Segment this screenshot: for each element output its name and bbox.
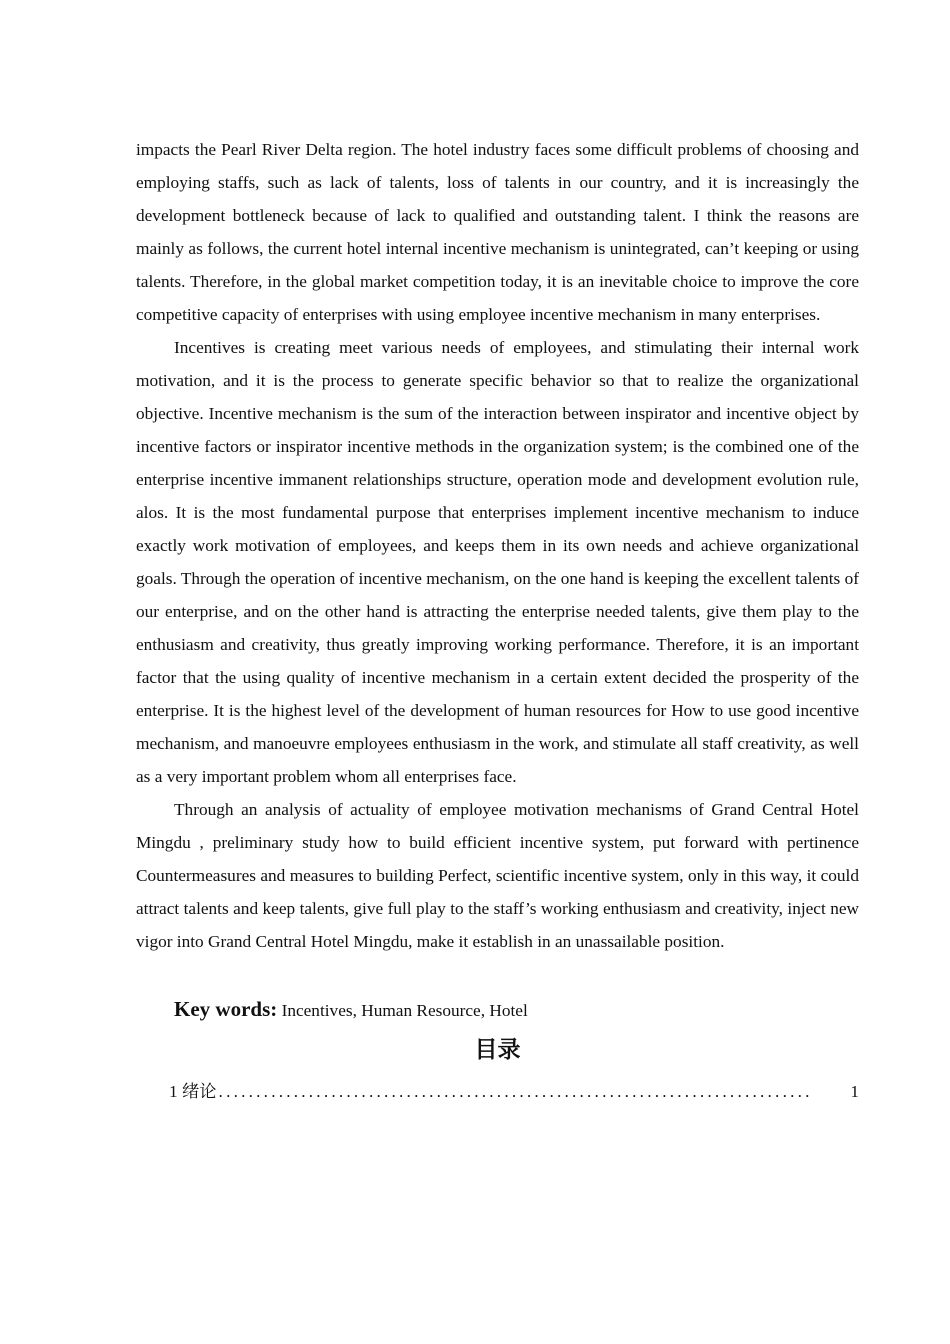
toc-entry-title: 绪论 bbox=[181, 1082, 217, 1102]
toc-entry-leader-dots: ............................................................................... bbox=[218, 1082, 813, 1101]
document-page bbox=[136, 133, 859, 1109]
keywords-line bbox=[136, 993, 859, 1027]
toc-entry-label bbox=[169, 1075, 217, 1109]
keywords-label: Key words: bbox=[174, 997, 278, 1021]
abstract-paragraph-2: Incentives is creating meet various needs of employees, and stimulating their internal work motivation, and it is the process to generate specific behavior so that to realize the organizational objective. Incentive mechanism is the sum of the interaction between inspirator and incentive object by incentive factors or inspirator incentive methods in the organization system; is the combined one of the enterprise incentive immanent relationships structure, operation mode and development evolution rule, alos. It is the most fundamental purpose that enterprises implement incentive mechanism to induce exactly work motivation of employees, and keeps them in its own needs and achieve organizational goals. Through the operation of incentive mechanism, on the one hand is keeping the excellent talents of our enterprise, and on the other hand is attracting the enterprise needed talents, give them play to the enthusiasm and creativity, thus greatly improving working performance. Therefore, it is an important factor that the using quality of incentive mechanism in a certain extent decided the prosperity of the enterprise. It is the highest level of the development of human resources for How to use good incentive mechanism, and manoeuvre employees enthusiasm in the work, and stimulate all staff creativity, as well as a very important problem whom all enterprises face. bbox=[136, 338, 859, 786]
abstract-paragraph-3: Through an analysis of actuality of employee motivation mechanisms of Grand Central Hotel Mingdu , preliminary study how to build efficient incentive system, put forward with pertinence Countermeasures and measures to building Perfect, scientific incentive system, only in this way, it could attract talents and keep talents, give full play to the staff’s working enthusiasm and creativity, inject new vigor into Grand Central Hotel Mingdu, make it establish in an unassailable position. bbox=[136, 800, 859, 951]
keywords-value: Incentives, Human Resource, Hotel bbox=[277, 1001, 528, 1020]
toc-entry-page-number: 1 bbox=[850, 1082, 859, 1101]
toc-entry[interactable] bbox=[136, 1075, 859, 1109]
abstract-paragraph-1: impacts the Pearl River Delta region. The hotel industry faces some difficult problems of choosing and employing staffs, such as lack of talents, loss of talents in our country, and it is increasingly the development bottleneck because of lack to qualified and outstanding talent. I think the reasons are mainly as follows, the current hotel internal incentive mechanism is unintegrated, can’t keeping or using talents. Therefore, in the global market competition today, it is an inevitable choice to improve the core competitive capacity of enterprises with using employee incentive mechanism in many enterprises. bbox=[136, 140, 859, 324]
toc-entry-number: 1 bbox=[169, 1082, 182, 1101]
toc-title: 目录 bbox=[474, 1037, 521, 1063]
